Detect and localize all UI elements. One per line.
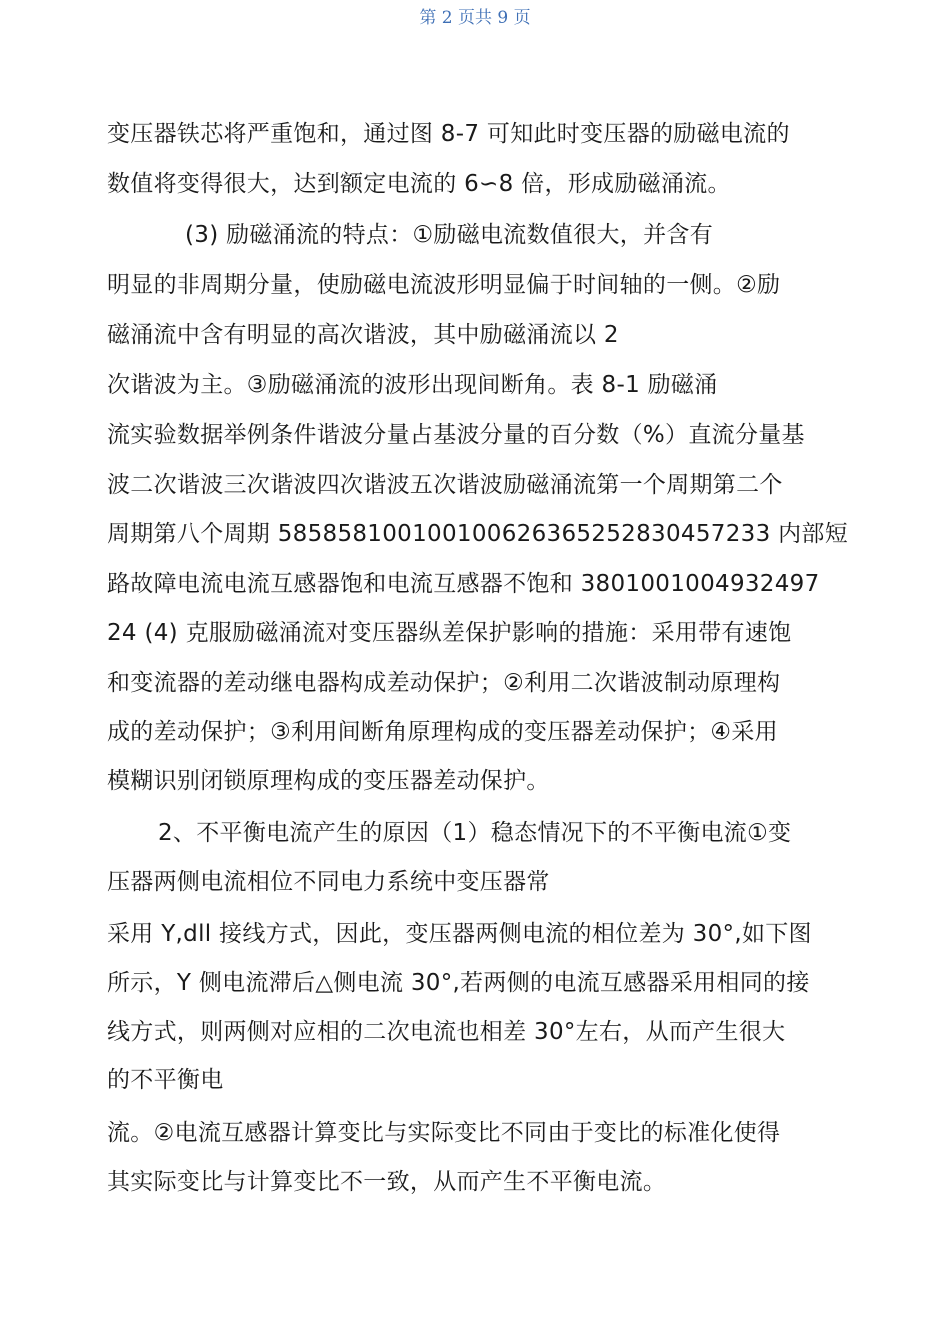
text-line: 模糊识别闭锁原理构成的变压器差动保护。	[107, 768, 550, 794]
page-header: 第 2 页共 9 页	[419, 8, 531, 28]
text-line: 波二次谐波三次谐波四次谐波五次谐波励磁涌流第一个周期第二个	[107, 472, 783, 498]
text-line: 2、不平衡电流产生的原因（1）稳态情况下的不平衡电流①变	[158, 820, 792, 846]
text-line: 成的差动保护；③利用间断角原理构成的变压器差动保护；④采用	[107, 719, 778, 745]
text-line: 变压器铁芯将严重饱和，通过图 8-7 可知此时变压器的励磁电流的	[107, 121, 790, 147]
text-line: 压器两侧电流相位不同电力系统中变压器常	[107, 869, 550, 895]
text-line: 磁涌流中含有明显的高次谐波，其中励磁涌流以 2	[107, 322, 619, 348]
text-line: 线方式，则两侧对应相的二次电流也相差 30°左右，从而产生很大	[107, 1019, 786, 1045]
text-line: 流实验数据举例条件谐波分量占基波分量的百分数（%）直流分量基	[107, 422, 805, 448]
text-line: 路故障电流电流互感器饱和电流互感器不饱和 3801001004932497	[107, 571, 820, 597]
text-line: 所示，Y 侧电流滞后△侧电流 30°,若两侧的电流互感器采用相同的接	[107, 970, 810, 996]
text-line: (3) 励磁涌流的特点：①励磁电流数值很大，并含有	[185, 222, 714, 248]
text-line: 次谐波为主。③励磁涌流的波形出现间断角。表 8-1 励磁涌	[107, 372, 718, 398]
text-line: 和变流器的差动继电器构成差动保护；②利用二次谐波制动原理构	[107, 670, 781, 696]
text-line: 24 (4) 克服励磁涌流对变压器纵差保护影响的措施：采用带有速饱	[107, 620, 792, 646]
text-line: 采用 Y,dll 接线方式，因此，变压器两侧电流的相位差为 30°,如下图	[107, 921, 812, 947]
text-line: 流。②电流互感器计算变比与实际变比不同由于变比的标准化使得	[107, 1120, 781, 1146]
text-line: 其实际变比与计算变比不一致，从而产生不平衡电流。	[107, 1169, 667, 1195]
text-line: 的不平衡电	[107, 1067, 224, 1093]
text-line: 明显的非周期分量，使励磁电流波形明显偏于时间轴的一侧。②励	[107, 272, 781, 298]
text-line: 周期第八个周期 585858100100100626365252830457233 内部短	[107, 521, 849, 547]
text-line: 数值将变得很大，达到额定电流的 6∽8 倍，形成励磁涌流。	[107, 171, 731, 197]
